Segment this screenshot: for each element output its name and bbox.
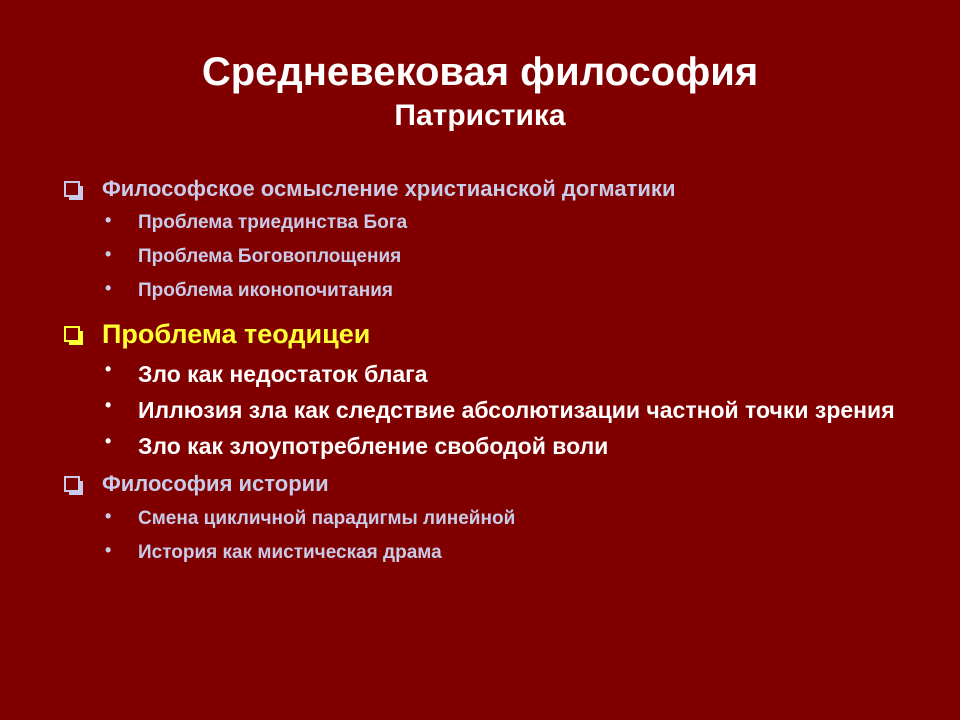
list-item-text: Иллюзия зла как следствие абсолютизации частной точки зрения bbox=[138, 397, 895, 423]
list-item-text: Проблема Боговоплощения bbox=[138, 246, 402, 267]
list-item-text: Зло как злоупотребление свободой воли bbox=[138, 433, 609, 459]
list-item bbox=[60, 206, 920, 240]
checkbox-icon bbox=[64, 476, 80, 492]
list-item-text: Проблема иконопочитания bbox=[138, 280, 393, 301]
bullet-dot-icon: • bbox=[105, 395, 112, 415]
section-heading bbox=[60, 314, 920, 354]
bullet-dot-icon: • bbox=[105, 278, 112, 298]
section-heading-text: Философское осмысление христианской догматики bbox=[102, 176, 676, 201]
checkbox-icon bbox=[64, 326, 80, 342]
bullet-dot-icon: • bbox=[105, 359, 112, 379]
bullet-dot-icon: • bbox=[105, 540, 112, 560]
section-history bbox=[60, 466, 920, 570]
list-item bbox=[60, 430, 920, 462]
list-item bbox=[60, 274, 920, 308]
bullet-dot-icon: • bbox=[105, 506, 112, 526]
list-item bbox=[60, 536, 920, 570]
list-item-text: Проблема триединства Бога bbox=[138, 212, 408, 233]
section-heading-text: Проблема теодицеи bbox=[102, 319, 371, 349]
list-item bbox=[60, 502, 920, 536]
section-heading bbox=[60, 172, 920, 206]
bullet-dot-icon: • bbox=[105, 244, 112, 264]
bullet-list bbox=[60, 358, 920, 462]
section-theodicy bbox=[60, 314, 920, 462]
list-item-text: История как мистическая драма bbox=[138, 542, 442, 563]
bullet-list bbox=[60, 206, 920, 308]
list-item bbox=[60, 394, 920, 426]
slide-subtitle: Патристика bbox=[394, 99, 566, 132]
list-item bbox=[60, 240, 920, 274]
list-item-text: Смена цикличной парадигмы линейной bbox=[138, 508, 516, 529]
slide-title: Средневековая философия bbox=[201, 50, 759, 94]
section-dogmatics bbox=[60, 172, 920, 308]
list-item-text: Зло как недостаток блага bbox=[138, 361, 428, 387]
bullet-dot-icon: • bbox=[105, 210, 112, 230]
bullet-dot-icon: • bbox=[105, 431, 112, 451]
section-heading bbox=[60, 466, 920, 502]
slide-content bbox=[60, 172, 920, 570]
list-item bbox=[60, 358, 920, 390]
checkbox-icon bbox=[64, 181, 80, 197]
bullet-list bbox=[60, 502, 920, 570]
section-heading-text: Философия истории bbox=[102, 471, 329, 496]
